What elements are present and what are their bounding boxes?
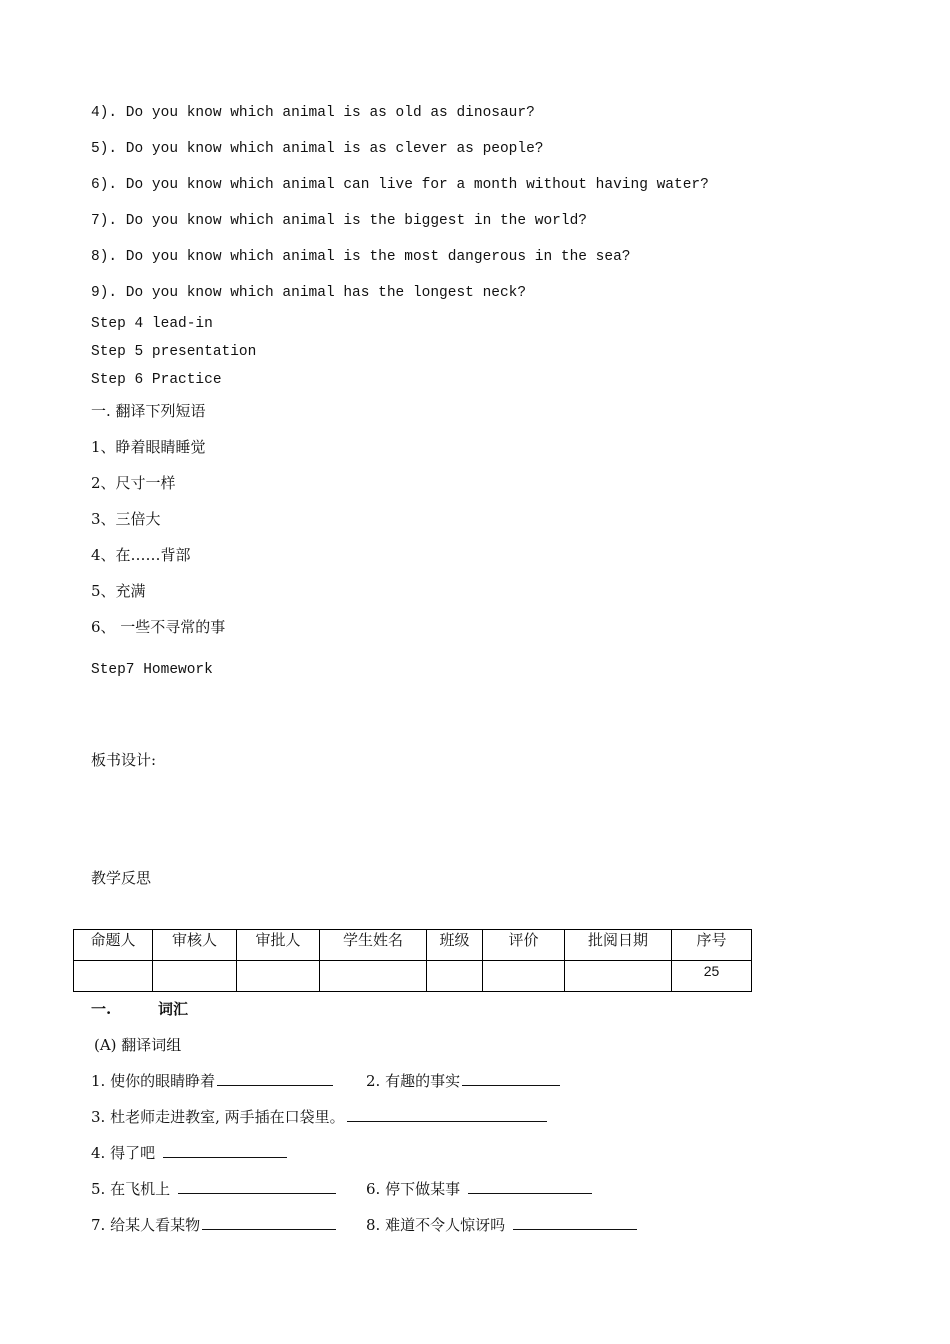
exercise-3-text: 3. 杜老师走进教室, 两手插在口袋里。 — [91, 1108, 345, 1126]
header-student-name: 学生姓名 — [320, 930, 427, 961]
exercise-3 — [91, 1107, 547, 1127]
phrase-4: 4、在……背部 — [91, 546, 191, 564]
exercise-8-blank[interactable] — [513, 1215, 637, 1230]
header-setter: 命题人 — [74, 930, 153, 961]
header-review-date: 批阅日期 — [565, 930, 672, 961]
exercise-1 — [91, 1071, 333, 1091]
translate-heading: 一. 翻译下列短语 — [91, 402, 206, 420]
exercise-2 — [366, 1071, 560, 1091]
table-header-row — [74, 930, 752, 961]
exercise-3-blank[interactable] — [347, 1107, 547, 1122]
phrase-1: 1、睁着眼睛睡觉 — [91, 438, 206, 456]
question-6: 6). Do you know which animal can live for a month without having water? — [91, 177, 709, 193]
exercise-5 — [91, 1179, 336, 1199]
exercise-4-blank[interactable] — [163, 1143, 287, 1158]
exercise-6-blank[interactable] — [468, 1179, 592, 1194]
header-reviewer: 审核人 — [153, 930, 237, 961]
exercise-8-text: 8. 难道不令人惊讶吗 — [366, 1216, 506, 1234]
exercise-2-text: 2. 有趣的事实 — [366, 1072, 461, 1090]
subsection-heading: (A) 翻译词组 — [94, 1036, 182, 1054]
question-4: 4). Do you know which animal is as old as dinosaur? — [91, 105, 535, 121]
step-4: Step 4 lead-in — [91, 316, 213, 332]
exercise-8 — [366, 1215, 637, 1235]
exercise-6-text: 6. 停下做某事 — [366, 1180, 461, 1198]
question-7: 7). Do you know which animal is the biggest in the world? — [91, 213, 587, 229]
reflection-label: 教学反思 — [91, 869, 152, 887]
cell-reviewer — [153, 961, 237, 992]
exercise-7-blank[interactable] — [202, 1215, 336, 1230]
exercise-4 — [91, 1143, 287, 1163]
question-9: 9). Do you know which animal has the longest neck? — [91, 285, 527, 301]
header-approver: 审批人 — [237, 930, 320, 961]
exercise-4-text: 4. 得了吧 — [91, 1144, 156, 1162]
table-value-row — [74, 961, 752, 992]
board-design-label: 板书设计: — [91, 751, 157, 769]
header-evaluation: 评价 — [483, 930, 565, 961]
question-5: 5). Do you know which animal is as clever as people? — [91, 141, 544, 157]
exercise-7 — [91, 1215, 336, 1235]
step-6: Step 6 Practice — [91, 372, 222, 388]
exercise-1-blank[interactable] — [217, 1071, 333, 1086]
section-number: 一. — [91, 1000, 112, 1018]
cell-review-date — [565, 961, 672, 992]
step-5: Step 5 presentation — [91, 344, 257, 360]
phrase-2: 2、尺寸一样 — [91, 474, 176, 492]
exercise-5-blank[interactable] — [178, 1179, 336, 1194]
exercise-5-text: 5. 在飞机上 — [91, 1180, 171, 1198]
cell-approver — [237, 961, 320, 992]
exercise-6 — [366, 1179, 592, 1199]
phrase-3: 3、三倍大 — [91, 510, 161, 528]
question-8: 8). Do you know which animal is the most dangerous in the sea? — [91, 249, 631, 265]
cell-serial: 25 — [672, 961, 752, 992]
phrase-6: 6、 一些不寻常的事 — [91, 618, 226, 636]
header-serial: 序号 — [672, 930, 752, 961]
phrase-5: 5、充满 — [91, 582, 146, 600]
cell-student-name — [320, 961, 427, 992]
exercise-2-blank[interactable] — [462, 1071, 560, 1086]
homework-step: Step7 Homework — [91, 662, 213, 678]
exercise-1-text: 1. 使你的眼睛睁着 — [91, 1072, 216, 1090]
section-title: 词汇 — [158, 1000, 189, 1018]
cell-evaluation — [483, 961, 565, 992]
cell-class — [427, 961, 483, 992]
exercise-7-text: 7. 给某人看某物 — [91, 1216, 201, 1234]
grading-table — [73, 929, 752, 992]
cell-setter — [74, 961, 153, 992]
header-class: 班级 — [427, 930, 483, 961]
